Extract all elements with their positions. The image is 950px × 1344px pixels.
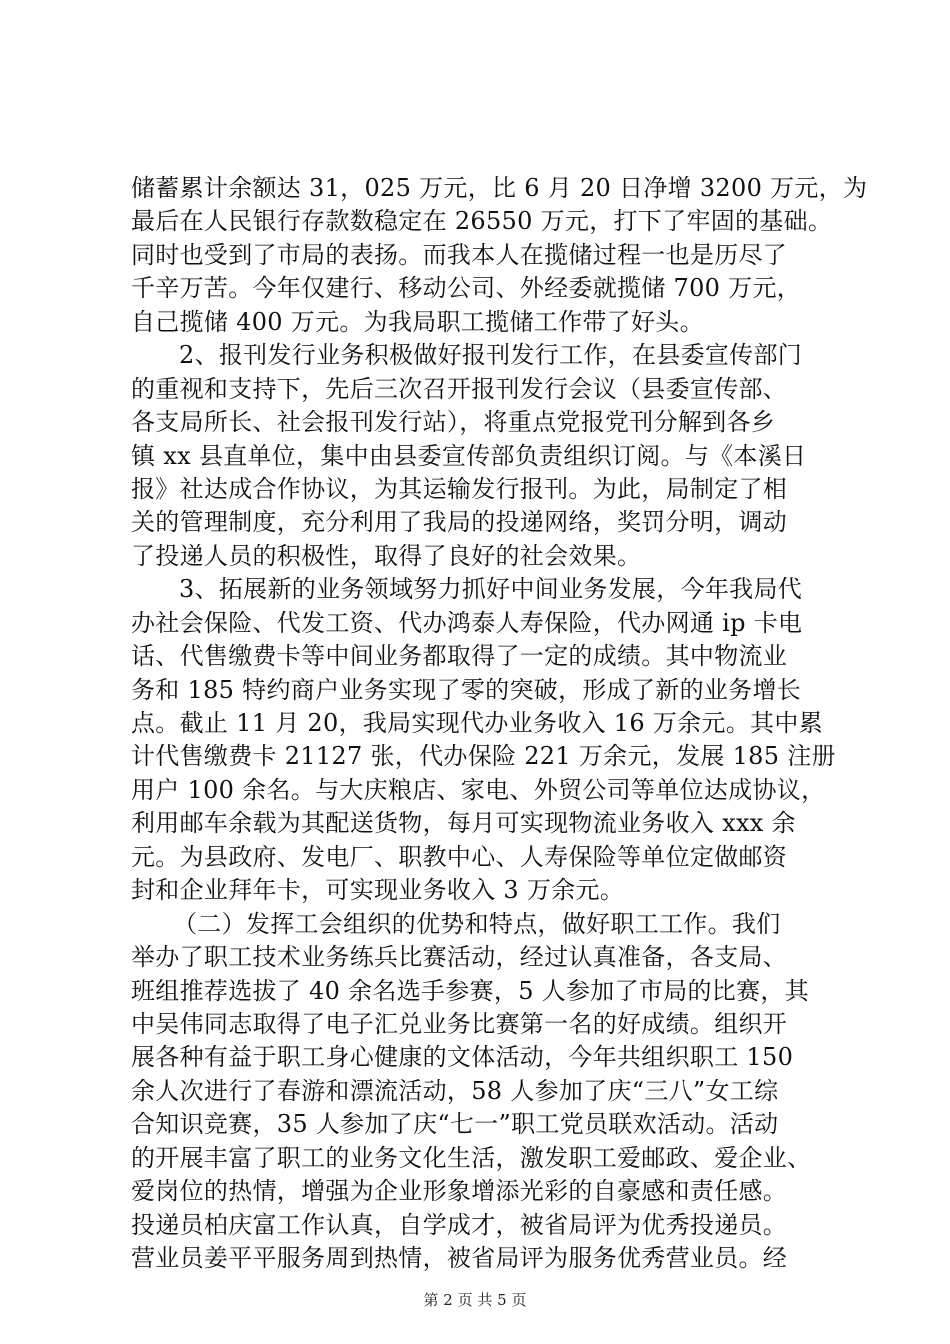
- text-line: 报》社达成合作协议，为其运输发行报刊。为此，局制定了相: [131, 474, 788, 503]
- text-line: 利用邮车余载为其配送货物，每月可实现物流业务收入 xxx 余: [131, 809, 796, 838]
- body-text: [131, 172, 868, 1275]
- text-line: 余人次进行了春游和漂流活动，58 人参加了庆“三八”女工综: [131, 1076, 779, 1105]
- text-line: 镇 xx 县直单位，集中由县委宣传部负责组织订阅。与《本溪日: [131, 441, 807, 470]
- text-line: 举办了职工技术业务练兵比赛活动，经过认真准备，各支局、: [131, 943, 788, 972]
- text-line: 自己揽储 400 万元。为我局职工揽储工作带了好头。: [131, 307, 704, 336]
- text-line: （二）发挥工会组织的优势和特点，做好职工工作。我们: [173, 909, 781, 938]
- text-line: 展各种有益于职工身心健康的文体活动，今年共组织职工 150: [131, 1043, 794, 1072]
- page-number-footer: 第 2 页 共 5 页: [423, 1291, 527, 1309]
- text-line: 合知识竞赛，35 人参加了庆“七一”职工党员联欢活动。活动: [131, 1110, 779, 1139]
- text-line: 最后在人民银行存款数稳定在 26550 万元，打下了牢固的基础。: [131, 207, 833, 236]
- text-line: 3、拓展新的业务领域努力抓好中间业务发展，今年我局代: [179, 575, 803, 604]
- text-line: 中吴伟同志取得了电子汇兑业务比赛第一名的好成绩。组织开: [131, 1009, 788, 1038]
- text-line: 的开展丰富了职工的业务文化生活，激发职工爱邮政、爱企业、: [131, 1143, 812, 1172]
- text-line: 用户 100 余名。与大庆粮店、家电、外贸公司等单位达成协议，: [131, 775, 826, 804]
- text-line: 投递员柏庆富工作认真，自学成才，被省局评为优秀投递员。: [131, 1210, 788, 1239]
- text-line: 关的管理制度，充分利用了我局的投递网络，奖罚分明，调动: [131, 508, 788, 537]
- text-line: 办社会保险、代发工资、代办鸿泰人寿保险，代办网通 ip 卡电: [131, 608, 803, 637]
- text-line: 爱岗位的热情，增强为企业形象增添光彩的自豪感和责任感。: [131, 1177, 788, 1206]
- text-line: 班组推荐选拔了 40 余名选手参赛，5 人参加了市局的比赛，其: [131, 976, 809, 1005]
- text-line: 封和企业拜年卡，可实现业务收入 3 万余元。: [131, 876, 625, 905]
- text-line: 储蓄累计余额达 31，025 万元，比 6 月 20 日净增 3200 万元，为: [131, 174, 868, 202]
- text-line: 话、代售缴费卡等中间业务都取得了一定的成绩。其中物流业: [131, 642, 788, 671]
- text-line: 的重视和支持下，先后三次召开报刊发行会议（县委宣传部、: [131, 374, 788, 403]
- text-line: 元。为县政府、发电厂、职教中心、人寿保险等单位定做邮资: [131, 842, 788, 871]
- text-line: 务和 185 特约商户业务实现了零的突破，形成了新的业务增长: [131, 675, 802, 704]
- text-line: 千辛万苦。今年仅建行、移动公司、外经委就揽储 700 万元，: [131, 274, 802, 303]
- text-line: 2、报刊发行业务积极做好报刊发行工作，在县委宣传部门: [179, 341, 803, 370]
- text-line: 点。截止 11 月 20，我局实现代办业务收入 16 万余元。其中累: [131, 709, 823, 737]
- text-line: 营业员姜平平服务周到热情，被省局评为服务优秀营业员。经: [131, 1244, 788, 1272]
- text-line: 了投递人员的积极性，取得了良好的社会效果。: [131, 541, 642, 570]
- text-line: 各支局所长、社会报刊发行站），将重点党报党刊分解到各乡: [131, 408, 776, 437]
- text-line: 同时也受到了市局的表扬。而我本人在揽储过程一也是历尽了: [131, 240, 788, 269]
- text-line: 计代售缴费卡 21127 张，代办保险 221 万余元，发展 185 注册: [131, 742, 836, 771]
